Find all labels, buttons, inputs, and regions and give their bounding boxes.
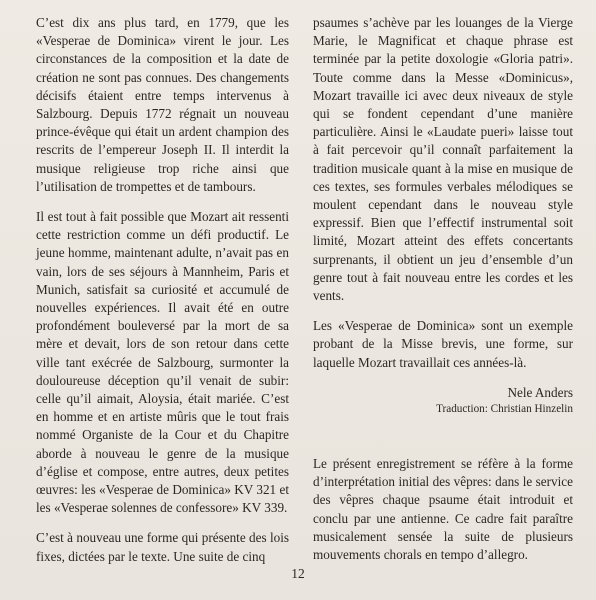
recording-note: Le présent enregistrement se réfère à la forme d’interprétation initial des vêpres: dans le service des vêpres chaque psaume était introduit et conclu par une antienne. Ce cadre fait paraître musicalement sensée la suite de plusieurs mouvements chorals en tempo d’allegro. [313, 456, 573, 563]
translator-credit: Traduction: Christian Hinzelin [436, 403, 573, 415]
page-number: 12 [291, 566, 305, 581]
paragraph: Il est tout à fait possible que Mozart ait ressenti cette restriction comme un défi productif. Le jeune homme, maintenant adulte, n’avait pas en vain, lors de ses séjours à Mannheim, Paris et Munich, satisfait sa curiosité et accumulé de nouvelles expériences. Il avait été en outre profondément bouleversé par la mort de sa mère et devait, lors de son retour dans cette ville tant exécrée de Salzbourg, surmonter la douloureuse déception qu’il venait de subir: celle qu’il aimait, Aloysia, était mariée. C’est en homme et en artiste mûris que le tout frais nommé Organiste de la Cour et du Chapitre aborde à nouveau le genre de la musique d’église et compose, entre autres, deux petites œuvres: les «Vesperae de Dominica» KV 321 et les «Vesperae solennes de confessore» KV 339. [36, 209, 289, 516]
paragraph: Les «Vesperae de Dominica» sont un exemple probant de la Misse brevis, une forme, sur laquelle Mozart travaillait ces années-là. [313, 318, 573, 370]
author-name: Nele Anders [507, 385, 573, 400]
left-column [36, 14, 289, 578]
paragraph: C’est dix ans plus tard, en 1779, que les «Vesperae de Dominica» virent le jour. Les circonstances de la composition et la date de création ne sont pas connues. Des changements décisifs étaient entre temps intervenus à Salzbourg. Depuis 1772 régnait un nouveau prince-évêque qui était un ardent champion des rescrits de l’empereur Joseph II. Il interdit la musique religieuse trop riche ainsi que l’utilisation de trompettes et de tambours. [36, 15, 289, 194]
paragraph: psaumes s’achève par les louanges de la Vierge Marie, le Magnificat et chaque phrase est terminée par la petite doxologie «Gloria patri». Toute comme dans la Messe «Dominicus», Mozart travaille ici avec deux niveaux de style qui se fondent cependant d’une manière particulière. Ainsi le «Laudate pueri» laisse tout à fait percevoir qu’il connaît parfaitement la tradition musicale quant à la mise en musique de ces textes, ses formules verbales mélodiques se moulent cependant dans le nouveau style expressif. Bien que l’effectif instrumental soit limité, Mozart atteint des effets concertants surprenants, il obtient un jeu d’ensemble d’un genre tout à fait nouveau entre les cordes et les vents. [313, 15, 573, 304]
paragraph: C’est à nouveau une forme qui présente des lois fixes, dictées par le texte. Une suite de cinq [36, 530, 289, 564]
right-column [313, 14, 573, 384]
